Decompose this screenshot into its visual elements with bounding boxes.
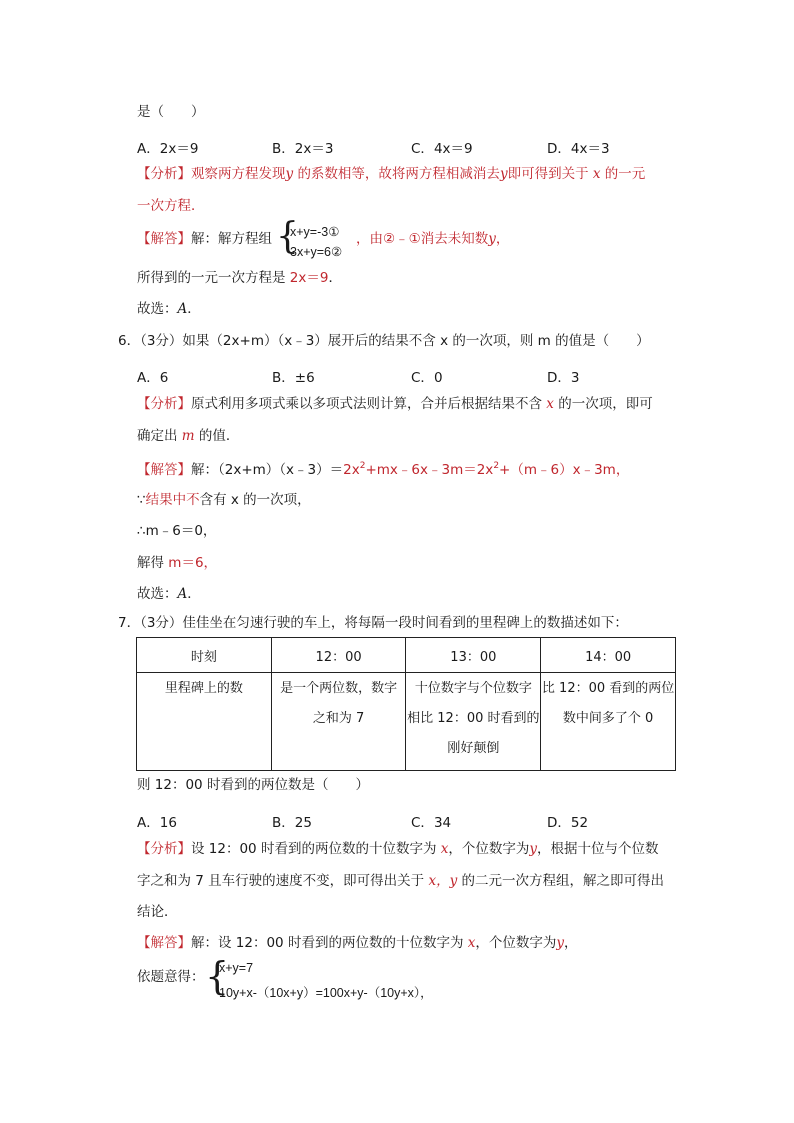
q6-therefore: ∴m﹣6＝0， — [137, 523, 217, 539]
system-eq-2: 10y+x-（10x+y）=100x+y-（10y+x）， — [219, 986, 433, 1000]
q6-solution-line1: 【解答】解：$(2x+m)(x﹣3)=2x^2+mx﹣6x﹣3m=2x^2+(m﹣6)x﹣3m$， — [137, 461, 630, 478]
option-c: C．4x＝9 — [411, 141, 473, 157]
table-cell: 是一个两位数，数字 之和为 7 — [271, 673, 406, 771]
system-brace: { — [205, 954, 230, 998]
q7-question: 则 12：00 时看到的两位数是（ ） — [137, 777, 369, 793]
q6-because: ∵结果中不含有 x 的一次项， — [137, 492, 311, 508]
q6-analysis-line2: 确定出 m 的值． — [137, 428, 240, 444]
q5-solution-line1: 【解答】解：解方程组 — [137, 231, 272, 247]
q5-solution-line1-tail: ，由②﹣①消去未知数y， — [356, 231, 510, 247]
option-a: A．16 — [137, 815, 177, 831]
table-header-cell: 14：00 — [541, 638, 676, 673]
option-a: A．6 — [137, 370, 169, 386]
table-header-cell: 12：00 — [271, 638, 406, 673]
option-d: D．52 — [547, 815, 589, 831]
q6-solve: 解得 m＝6， — [137, 555, 218, 571]
q7-stem: 7．（3分）佳佳坐在匀速行驶的车上，将每隔一段时间看到的里程碑上的数描述如下： — [118, 615, 628, 631]
q7-analysis-line3: 结论． — [137, 904, 178, 920]
table-row — [137, 673, 676, 771]
option-c: C．0 — [411, 370, 443, 386]
q5-analysis-line2: 一次方程． — [137, 198, 205, 214]
table-cell: 比 12：00 看到的两位 数中间多了个 0 — [541, 673, 676, 771]
q6-answer: 故选：A． — [137, 586, 201, 602]
system-eq-1: x+y=7 — [219, 961, 254, 975]
option-c: C．34 — [411, 815, 452, 831]
q5-result: 所得到的一元一次方程是 2x＝9． — [137, 270, 342, 286]
question-tail-text: 是（ ） — [137, 104, 205, 120]
q5-answer: 故选：A． — [137, 301, 201, 317]
table-header-cell: 13：00 — [406, 638, 541, 673]
option-a: A．2x＝9 — [137, 141, 199, 157]
q7-analysis-line2: 字之和为 7 且车行驶的速度不变，即可得出关于 x，y 的二元一次方程组，解之即可得出 — [137, 873, 665, 889]
q7-solution-line1: 【解答】解：设 12：00 时看到的两位数的十位数字为 x，个位数字为y， — [137, 935, 578, 951]
table-header-cell: 时刻 — [137, 638, 272, 673]
system-brace: { — [276, 216, 299, 257]
option-b: B．25 — [272, 815, 312, 831]
option-b: B．±6 — [272, 370, 315, 386]
table-header-row — [137, 638, 676, 673]
table-cell: 十位数字与个位数字 相比 12：00 时看到的 刚好颠倒 — [406, 673, 541, 771]
q6-analysis-line1: 【分析】原式利用多项式乘以多项式法则计算，合并后根据结果不含 x 的一次项，即可 — [137, 396, 653, 412]
system-eq-2: 3x+y=6② — [290, 245, 343, 259]
option-d: D．4x＝3 — [547, 141, 610, 157]
q5-analysis-line1: 【分析】观察两方程发现y 的系数相等，故将两方程相减消去y即可得到关于 x 的一元 — [137, 166, 646, 182]
q6-stem: 6．（3分）如果（2x+m）（x﹣3）展开后的结果不含 x 的一次项，则 m 的值是（ ） — [118, 333, 650, 349]
milestone-table — [136, 637, 676, 771]
table-cell: 里程碑上的数 — [137, 673, 272, 771]
q7-according: 依题意得： — [137, 969, 205, 985]
option-b: B．2x＝3 — [272, 141, 334, 157]
option-d: D．3 — [547, 370, 580, 386]
q7-analysis-line1: 【分析】设 12：00 时看到的两位数的十位数字为 x，个位数字为y，根据十位与个位数 — [137, 841, 659, 857]
system-eq-1: x+y=-3① — [290, 225, 340, 239]
